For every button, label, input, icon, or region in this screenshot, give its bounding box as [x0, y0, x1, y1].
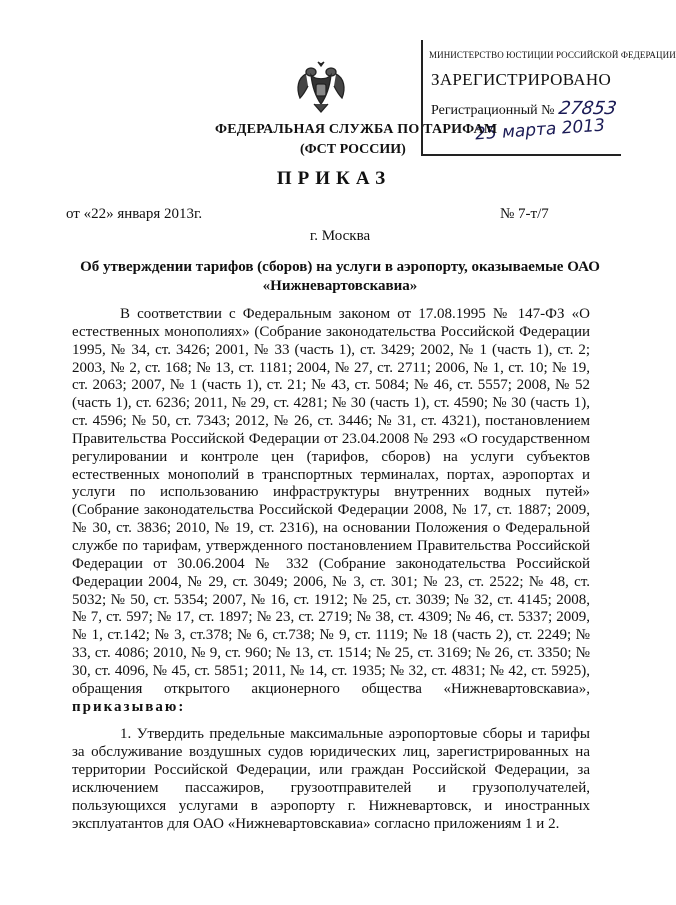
stamp-reg-label: Регистрационный №	[431, 103, 555, 118]
order-date: от «22» января 2013г.	[66, 206, 203, 222]
stamp-reg-date: 25 марта 2013	[474, 115, 606, 145]
order-word: приказываю:	[72, 698, 186, 715]
state-emblem-icon	[294, 60, 348, 116]
stamp-registered: ЗАРЕГИСТРИРОВАНО	[431, 70, 612, 89]
order-number: № 7-т/7	[500, 206, 549, 222]
order-city: г. Москва	[309, 228, 371, 244]
order-subject: Об утверждении тарифов (сборов) на услуги в аэропорту, оказываемые ОАО «Нижневартовскавиа»	[80, 259, 600, 294]
stamp-ministry: МИНИСТЕРСТВО ЮСТИЦИИ РОССИЙСКОЙ ФЕДЕРАЦИИ	[429, 50, 676, 60]
order-item-1: 1. Утвердить предельные максимальные аэропортовые сборы и тарифы за обслуживание воздушных судов юридических лиц, зарегистрированных на территории Российской Федерации, или граждан Российской Федерации, за исключением пассажиров, грузоотправителей и грузополучателей, пользующихся услугами в аэропорту г. Нижневартовск, и иностранных эксплуатантов для ОАО «Нижневартовскавиа» согласно приложениям 1 и 2.	[72, 726, 590, 832]
agency-short-name: (ФСТ РОССИИ)	[300, 142, 406, 157]
agency-name: ФЕДЕРАЛЬНАЯ СЛУЖБА ПО ТАРИФАМ	[215, 122, 498, 137]
preamble-paragraph	[72, 306, 590, 716]
preamble-text: В соответствии с Федеральным законом от 17.08.1995 № 147-ФЗ «О естественных монополиях» (Собрание законодательства Российской Федерации 1995, № 34, ст. 3426; 2001, № 33 (часть 1), ст. 3429; 2002, № 1 (часть 1), ст. 2; 2003, № 2, ст. 168; № 13, ст. 1181; 2004, № 27, ст. 2711; 2006, № 1, ст. 10; № 19, ст. 2063; 2007, № 1 (часть 1), ст. 21; № 43, ст. 5084; № 46, ст. 5557; 2008, № 52 (часть 1), ст. 6236; 2011, № 29, ст. 4281; № 30 (часть 1), ст. 4590; № 30 (часть 1), ст. 4596; № 50, ст. 7343; 2012, № 26, ст. 3446; № 31, ст. 4321), постановлением Правительства Российской Федерации от 23.04.2008 № 293 «О государственном регулировании и контроле цен (тарифов, сборов) на услуги субъектов естественных монополий в транспортных терминалах, портах, аэропортах и услуги по использованию инфраструктуры внутренних водных путей» (Собрание законодательства Российской Федерации 2008, № 17, ст. 1887; 2009, № 30, ст. 3836; 2010, № 19, ст. 2316), на основании Положения о Федеральной службе по тарифам, утвержденного постановлением Правительства Российской Федерации от 30.06.2004 № 332 (Собрание законодательства Российской Федерации 2004, № 29, ст. 3049; 2006, № 3, ст. 301; № 23, ст. 2522; № 48, ст. 5032; № 50, ст. 5354; 2007, № 16, ст. 1912; № 25, ст. 3039; № 32, ст. 4145; 2008, № 7, ст. 597; № 17, ст. 1897; № 23, ст. 2719; № 38, ст. 4309; № 46, ст. 5337; 2009, № 1, ст.142; № 3, ст.378; № 6, ст.738; № 9, ст. 1119; № 18 (часть 2), ст. 2249; № 33, ст. 4086; 2010, № 9, ст. 960; № 13, ст. 1514; № 25, ст. 3169; № 26, ст. 3350; № 30, ст. 4096, № 45, ст. 5851; 2011, № 14, ст. 1935; № 32, ст. 4831; № 42, ст. 5925), обращения открытого акционерного общества «Нижневартовскавиа»,	[72, 306, 590, 697]
stamp-reg-number: 27853	[556, 98, 618, 119]
document-type: ПРИКАЗ	[276, 168, 392, 189]
